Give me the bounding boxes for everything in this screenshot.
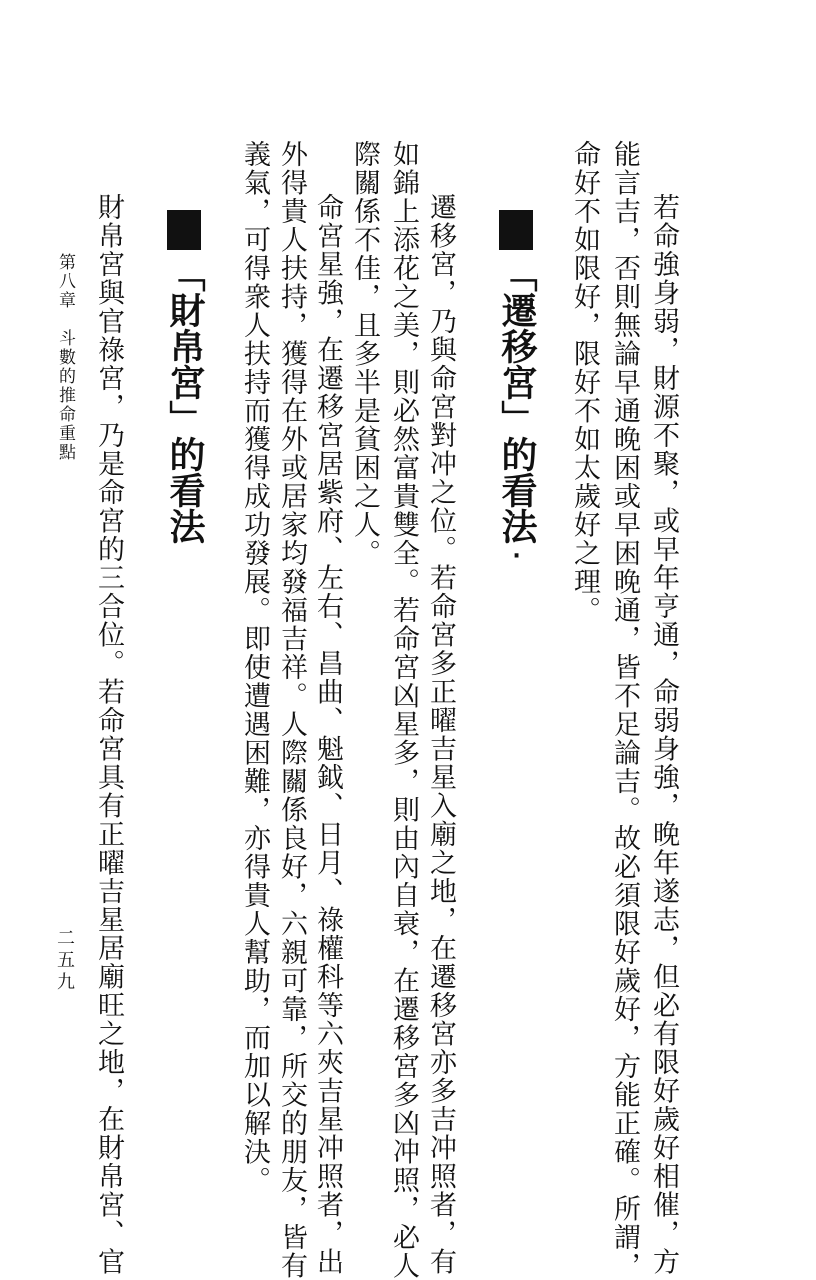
text-line: 際關係不佳，且多半是貧困之人。 [349, 140, 380, 568]
text-line: 如錦上添花之美，則必然富貴雙全。若命宮凶星多，則由內自衰，在遷移宮多凶冲照，必人 [388, 140, 419, 1280]
heading-block-marker [499, 210, 533, 250]
heading-block-marker [167, 210, 201, 250]
section-heading [496, 210, 537, 569]
text-line: 財帛宮與官祿宮，乃是命宮的三合位。若命宮具有正曜吉星居廟旺之地，在財帛宮、官 [93, 193, 124, 1276]
text-line: 外得貴人扶持，獲得在外或居家均發福吉祥。人際關係良好，六親可靠，所交的朋友，皆有 [276, 140, 307, 1280]
page-number: 二五九 [54, 928, 75, 994]
text-line: 能言吉，否則無論早通晚困或早困晚通，皆不足論吉。故必須限好歲好，方能正確。所謂， [609, 140, 640, 1280]
text-line: 遷移宮，乃與命宮對冲之位。若命宮多正曜吉星入廟之地，在遷移宮亦多吉冲照者，有 [425, 193, 456, 1276]
heading-mark: · [504, 544, 529, 569]
heading-title: 「遷移宮」的看法 [496, 256, 537, 544]
text-line: 命宮星強，在遷移宮居紫府、左右、昌曲、魁鉞、日月、祿權科等六夾吉星冲照者，出 [312, 193, 343, 1276]
text-line: 命好不如限好，限好不如太歲好之理。 [569, 140, 600, 625]
text-line: 義氣，可得衆人扶持而獲得成功發展。即使遭遇困難，亦得貴人幫助，而加以解決。 [239, 140, 270, 1195]
chapter-footer: 第八章 斗數的推命重點 [55, 253, 75, 462]
text-line: 若命強身弱，財源不聚，或早年亨通，命弱身強，晚年遂志，但必有限好歲好相催，方 [648, 193, 679, 1276]
heading-title: 「財帛宮」的看法 [164, 256, 205, 544]
section-heading [164, 210, 205, 544]
